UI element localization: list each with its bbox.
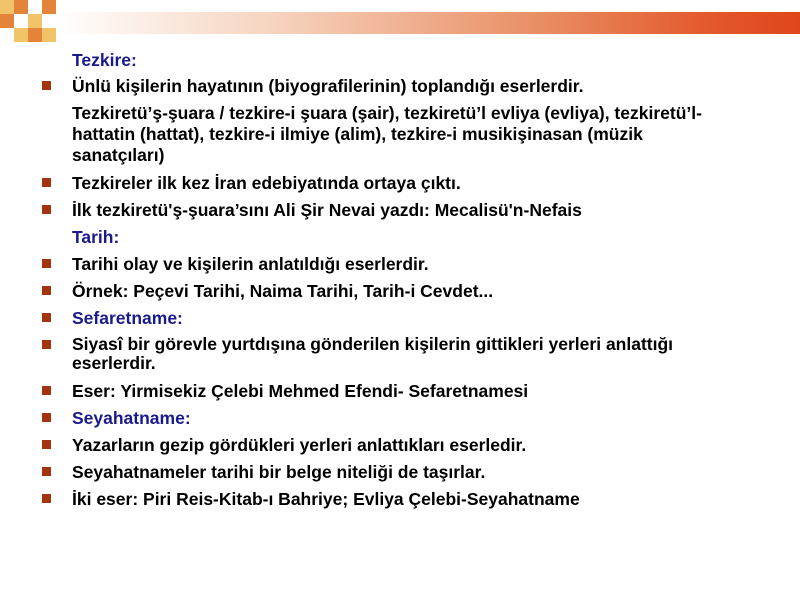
paragraph-item xyxy=(40,103,780,166)
square-bullet-icon xyxy=(42,205,51,214)
square-bullet-icon xyxy=(42,494,51,503)
square-bullet-icon xyxy=(42,413,51,422)
decoration-square xyxy=(14,28,28,42)
bullet-item xyxy=(40,489,780,509)
row-text: İlk tezkiretü'ş-şuara’sını Ali Şir Nevai yazdı: Mecalisü'n-Nefais xyxy=(72,200,582,220)
row-text: Sefaretname: xyxy=(72,308,183,328)
row-text: Tarih: xyxy=(72,227,120,247)
row-text: Seyahatnameler tarihi bir belge niteliği de taşırlar. xyxy=(72,462,486,482)
section-heading-seyahatname xyxy=(40,408,780,428)
section-heading-sefaretname xyxy=(40,308,780,328)
square-bullet-icon xyxy=(42,467,51,476)
row-text: Tezkiretü’ş-şuara / tezkire-i şuara (şair), tezkiretü’l evliya (evliya), tezkiretü’l-hattatin (hattat), tezkire-i ilmiye (alim), tezkire-i musikişinasan (müzik sanatçıları) xyxy=(72,103,702,165)
row-text: Örnek: Peçevi Tarihi, Naima Tarihi, Tarih-i Cevdet... xyxy=(72,281,494,301)
section-heading-tezkire xyxy=(40,50,780,70)
square-bullet-icon xyxy=(42,259,51,268)
row-text: Tezkire: xyxy=(72,50,137,70)
decoration-square xyxy=(42,28,56,42)
square-bullet-icon xyxy=(42,386,51,395)
bullet-item xyxy=(40,76,780,96)
decoration-square xyxy=(42,0,56,14)
bullet-item xyxy=(40,381,780,401)
header-gradient-bar xyxy=(56,12,800,34)
square-bullet-icon xyxy=(42,81,51,90)
decoration-square xyxy=(14,0,28,14)
decoration-square xyxy=(0,14,14,28)
section-heading-tarih xyxy=(40,227,780,247)
row-text: Seyahatname: xyxy=(72,408,191,428)
bullet-item xyxy=(40,462,780,482)
bullet-item xyxy=(40,335,780,373)
square-bullet-icon xyxy=(42,440,51,449)
square-bullet-icon xyxy=(42,340,51,349)
decoration-square xyxy=(28,14,42,28)
row-text: Ünlü kişilerin hayatının (biyografilerinin) toplandığı eserlerdir. xyxy=(72,76,584,96)
slide-body xyxy=(40,50,780,509)
row-text: Tarihi olay ve kişilerin anlatıldığı eserlerdir. xyxy=(72,254,429,274)
square-bullet-icon xyxy=(42,313,51,322)
bullet-item xyxy=(40,254,780,274)
decoration-square xyxy=(28,28,42,42)
row-text: Yazarların gezip gördükleri yerleri anlattıkları eserledir. xyxy=(72,435,527,455)
row-text: Eser: Yirmisekiz Çelebi Mehmed Efendi- Sefaretnamesi xyxy=(72,381,529,401)
bullet-item xyxy=(40,435,780,455)
row-text: Siyasî bir görevle yurtdışına gönderilen kişilerin gittikleri yerleri anlattığı eserlerdir. xyxy=(72,334,674,373)
square-bullet-icon xyxy=(42,286,51,295)
row-text: Tezkireler ilk kez İran edebiyatında ortaya çıktı. xyxy=(72,173,461,193)
square-bullet-icon xyxy=(42,178,51,187)
decoration-square xyxy=(0,0,14,14)
row-text: İki eser: Piri Reis-Kitab-ı Bahriye; Evliya Çelebi-Seyahatname xyxy=(72,489,580,509)
bullet-item xyxy=(40,200,780,220)
bullet-item xyxy=(40,281,780,301)
bullet-item xyxy=(40,173,780,193)
